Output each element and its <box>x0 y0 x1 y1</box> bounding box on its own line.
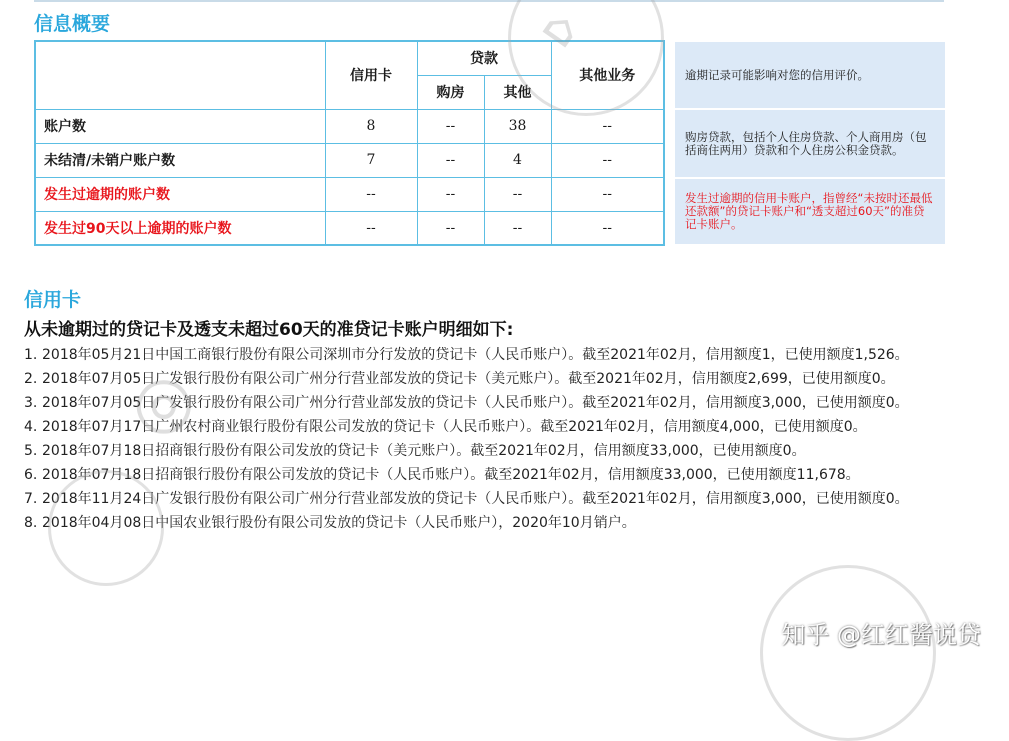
item-number: 5. <box>24 443 38 459</box>
header-credit-card: 信用卡 <box>325 41 417 109</box>
seal-stamp-mark: ⌂ <box>534 0 589 58</box>
item-text: 2018年07月18日招商银行股份有限公司发放的贷记卡（美元账户）。截至2021年02月，信用额度33,000，已使用额度0。 <box>42 443 806 459</box>
header-loan-house: 购房 <box>417 75 484 109</box>
table-row <box>35 109 664 143</box>
cell-credit: -- <box>325 177 417 211</box>
header-empty-cell <box>35 41 325 109</box>
item-number: 2. <box>24 371 38 387</box>
cell-credit: 8 <box>325 109 417 143</box>
item-number: 7. <box>24 491 38 507</box>
seal-stamp <box>760 565 936 741</box>
cell-business: -- <box>551 109 664 143</box>
cell-house: -- <box>417 211 484 245</box>
header-loan: 贷款 <box>417 41 551 75</box>
item-text: 2018年05月21日中国工商银行股份有限公司深圳市分行发放的贷记卡（人民币账户）。截至2021年02月，信用额度1，已使用额度1,526。 <box>42 347 909 363</box>
notes-panel <box>675 42 945 246</box>
note-overdue-definition: 发生过逾期的信用卡账户，指曾经“未按时还最低还款额”的贷记卡账户和“透支超过60天”的准贷记卡账户。 <box>675 179 945 244</box>
cell-house: -- <box>417 109 484 143</box>
item-number: 1. <box>24 347 38 363</box>
table-row <box>35 211 664 245</box>
top-divider <box>34 0 944 2</box>
item-text: 2018年07月17日广州农村商业银行股份有限公司发放的贷记卡（人民币账户）。截至2021年02月，信用额度4,000，已使用额度0。 <box>42 419 867 435</box>
summary-header-row <box>35 41 664 75</box>
cell-other: -- <box>484 177 551 211</box>
table-row <box>35 177 664 211</box>
item-number: 3. <box>24 395 38 411</box>
summary-table <box>34 40 665 246</box>
item-text: 2018年07月05日广发银行股份有限公司广州分行营业部发放的贷记卡（美元账户）。截至2021年02月，信用额度2,699，已使用额度0。 <box>42 371 895 387</box>
row-label: 未结清/未销户账户数 <box>35 143 325 177</box>
seal-stamp-mark: ◎ <box>113 350 208 453</box>
item-number: 6. <box>24 467 38 483</box>
item-number: 8. <box>24 515 38 531</box>
cell-business: -- <box>551 143 664 177</box>
header-loan-other: 其他 <box>484 75 551 109</box>
note-house-loan-definition: 购房贷款，包括个人住房贷款、个人商用房（包括商住两用）贷款和个人住房公积金贷款。 <box>675 110 945 177</box>
list-item <box>24 487 944 511</box>
row-label: 发生过逾期的账户数 <box>35 177 325 211</box>
item-text: 2018年04月08日中国农业银行股份有限公司发放的贷记卡（人民币账户），2020年10月销户。 <box>42 515 636 531</box>
item-number: 4. <box>24 419 38 435</box>
table-row <box>35 143 664 177</box>
cell-other: -- <box>484 211 551 245</box>
list-item <box>24 415 944 439</box>
info-summary-title: 信息概要 <box>34 13 111 35</box>
cell-business: -- <box>551 211 664 245</box>
note-overdue-impact: 逾期记录可能影响对您的信用评价。 <box>675 42 945 108</box>
header-other-business: 其他业务 <box>551 41 664 109</box>
credit-card-subtitle: 从未逾期过的贷记卡及透支未超过60天的准贷记卡账户明细如下: <box>24 320 514 340</box>
cell-credit: -- <box>325 211 417 245</box>
list-item <box>24 439 944 463</box>
list-item <box>24 343 944 367</box>
cell-other: 38 <box>484 109 551 143</box>
cell-other: 4 <box>484 143 551 177</box>
credit-card-title: 信用卡 <box>24 289 82 311</box>
list-item <box>24 463 944 487</box>
list-item <box>24 367 944 391</box>
row-label: 发生过90天以上逾期的账户数 <box>35 211 325 245</box>
cell-business: -- <box>551 177 664 211</box>
item-text: 2018年11月24日广发银行股份有限公司广州分行营业部发放的贷记卡（人民币账户）。截至2021年02月，信用额度3,000，已使用额度0。 <box>42 491 909 507</box>
row-label: 账户数 <box>35 109 325 143</box>
item-text: 2018年07月05日广发银行股份有限公司广州分行营业部发放的贷记卡（人民币账户）。截至2021年02月，信用额度3,000，已使用额度0。 <box>42 395 909 411</box>
list-item <box>24 511 944 535</box>
cell-house: -- <box>417 177 484 211</box>
account-list <box>24 343 944 535</box>
watermark-text: 知乎 @红红酱说贷 <box>781 621 981 649</box>
cell-credit: 7 <box>325 143 417 177</box>
cell-house: -- <box>417 143 484 177</box>
item-text: 2018年07月18日招商银行股份有限公司发放的贷记卡（人民币账户）。截至2021年02月，信用额度33,000，已使用额度11,678。 <box>42 467 860 483</box>
list-item <box>24 391 944 415</box>
